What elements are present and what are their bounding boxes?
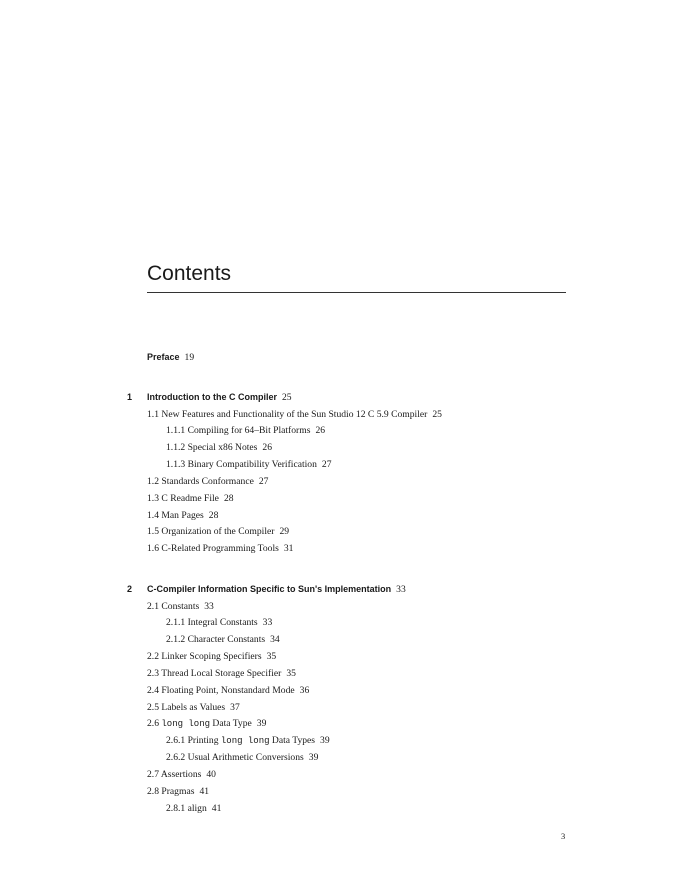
page-title: Contents — [147, 262, 232, 285]
toc-entry-label: 1.5 Organization of the Compiler — [147, 526, 275, 537]
toc-entry-label: 2.5 Labels as Values — [147, 702, 226, 713]
toc-entry-page: 35 — [286, 668, 296, 679]
toc-entry-label: 2.2 Linker Scoping Specifiers — [147, 651, 262, 662]
toc-entry-page: 25 — [282, 392, 292, 403]
toc-entry-page: 31 — [283, 543, 294, 554]
toc-entry-label: 2.1 Constants — [147, 601, 200, 612]
toc-entry-page: 33 — [204, 601, 214, 612]
toc-entry-label: 2.3 Thread Local Storage Specifier — [147, 668, 282, 679]
toc-entry-page: 39 — [320, 735, 330, 746]
toc-entry-label: C-Compiler Information Specific to Sun's Implementation — [147, 584, 392, 594]
toc-entry-label: 2.1.2 Character Constants — [166, 634, 266, 645]
toc-entry-page: 36 — [299, 685, 310, 696]
toc-entry-label: 1.1 New Features and Functionality of the Sun Studio 12 C 5.9 Compiler — [147, 409, 428, 420]
toc-entry-label: 2.8.1 align — [166, 803, 207, 814]
toc-entry-page: 40 — [206, 769, 216, 780]
toc-entry-label: 2.6.1 Printing long long Data Types — [166, 735, 316, 746]
toc-entry-page: 27 — [258, 476, 269, 487]
code-term: long long — [220, 736, 270, 746]
toc-entry-label: 2.6 long long Data Type — [147, 718, 252, 729]
chapter-number: 1 — [127, 392, 133, 402]
code-term: long long — [161, 719, 210, 729]
toc-entry-page: 39 — [256, 718, 267, 729]
toc-entry-label: Preface — [147, 352, 180, 362]
toc-entry-page: 33 — [262, 617, 273, 628]
toc-entry-page: 34 — [270, 634, 280, 645]
toc-entry-page: 35 — [266, 651, 277, 662]
toc-entry-page: 27 — [321, 459, 332, 470]
toc-entry-page: 28 — [208, 510, 219, 521]
toc-entry-label: 2.6.2 Usual Arithmetic Conversions — [166, 752, 304, 763]
toc-entry-page: 26 — [262, 442, 272, 453]
toc-entry-label: 1.2 Standards Conformance — [147, 476, 254, 487]
toc-entry-label: 1.3 C Readme File — [147, 493, 219, 504]
title-rule — [147, 292, 566, 293]
chapter-number: 2 — [127, 584, 133, 594]
toc-entry-label: 1.1.3 Binary Compatibility Verification — [166, 459, 317, 470]
toc-entry-page: 26 — [315, 425, 326, 436]
toc-entry-page: 33 — [396, 584, 406, 595]
toc-entry-label: 2.8 Pragmas — [147, 786, 195, 797]
toc-entry-label: 2.4 Floating Point, Nonstandard Mode — [147, 685, 295, 696]
toc-entry-label: 1.1.2 Special x86 Notes — [166, 442, 258, 453]
toc-entry-page: 29 — [279, 526, 290, 537]
toc-entry-page: 19 — [184, 352, 195, 363]
toc-entry-page: 28 — [223, 493, 234, 504]
toc-entry-page: 37 — [230, 702, 240, 713]
page-number: 3 — [561, 831, 566, 841]
toc-entry-label: 1.4 Man Pages — [147, 510, 204, 521]
toc-entry-label: 2.1.1 Integral Constants — [166, 617, 258, 628]
toc-entry-page: 41 — [199, 786, 210, 797]
toc-entry-label: 2.7 Assertions — [147, 769, 202, 780]
toc-entry-page: 41 — [211, 803, 222, 814]
toc-entry-label: Introduction to the C Compiler — [147, 392, 277, 402]
toc-entry-page: 39 — [308, 752, 319, 763]
toc-entry-label: 1.6 C-Related Programming Tools — [147, 543, 279, 554]
toc-entry-label: 1.1.1 Compiling for 64–Bit Platforms — [166, 425, 311, 436]
toc-entry-page: 25 — [432, 409, 442, 420]
